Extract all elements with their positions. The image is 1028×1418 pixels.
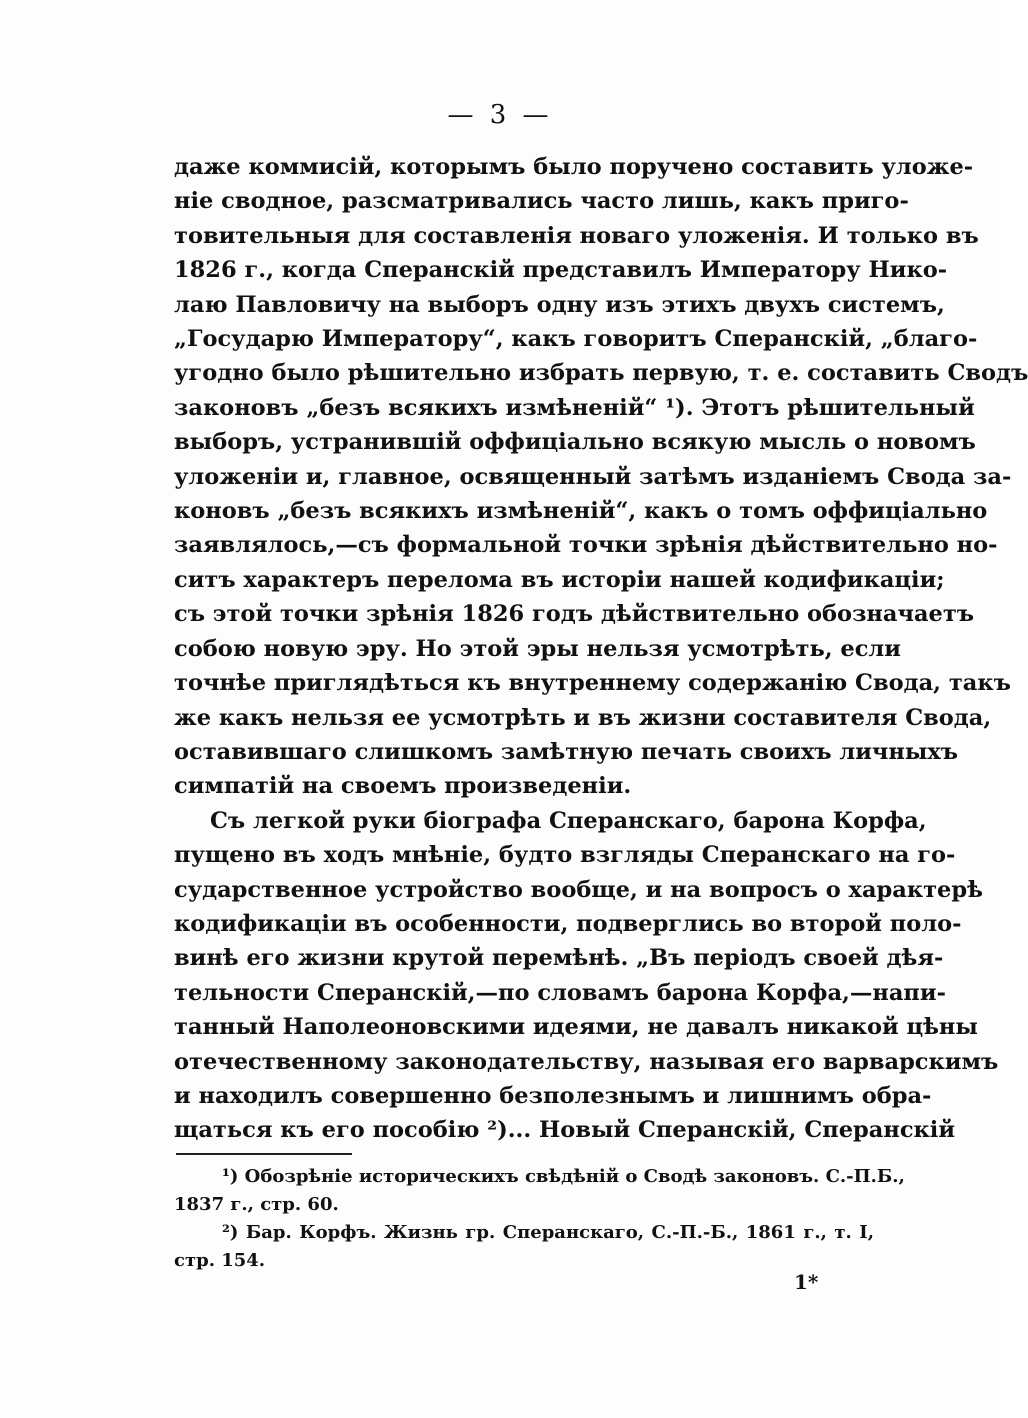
text-line: ніе сводное, разсматривались часто лишь, какъ приго- xyxy=(174,188,909,215)
text-line: сударственное устройство вообще, и на вопросъ о характерѣ xyxy=(174,876,983,903)
text-line: точнѣе приглядѣться къ внутреннему содержанію Свода, такъ xyxy=(174,670,1011,697)
text-line: уложеніи и, главное, освященный затѣмъ изданіемъ Свода за- xyxy=(174,463,1012,490)
page-number: — 3 — xyxy=(447,100,553,130)
text-line: тельности Сперанскій,—по словамъ барона Корфа,—напи- xyxy=(174,979,946,1006)
text-line: съ этой точки зрѣнія 1826 годъ дѣйствительно обозначаетъ xyxy=(174,601,975,628)
text-line: даже коммисій, которымъ было поручено составить уложе- xyxy=(174,154,974,180)
footnote-line: стр. 154. xyxy=(174,1250,266,1271)
text-line: пущено въ ходъ мнѣніе, будто взгляды Сперанскаго на го- xyxy=(174,842,956,869)
footnotes xyxy=(174,1163,905,1275)
text-line: ситъ характеръ перелома въ исторіи нашей кодификаціи; xyxy=(174,566,945,593)
text-line: щаться къ его пособію ²)... Новый Сперанскій, Сперанскій xyxy=(174,1117,956,1144)
footnote-line: ¹) Обозрѣніе историческихъ свѣдѣній о Сводѣ законовъ. С.-П.Б., xyxy=(222,1166,905,1187)
text-line: лаю Павловичу на выборъ одну изъ этихъ двухъ системъ, xyxy=(174,291,945,318)
text-line: же какъ нельзя ее усмотрѣть и въ жизни составителя Свода, xyxy=(174,704,992,731)
text-line: отечественному законодательству, называя его варварскимъ xyxy=(174,1048,999,1075)
text-line: симпатій на своемъ произведеніи. xyxy=(174,773,632,800)
text-line: законовъ „безъ всякихъ измѣненій“ ¹). Этотъ рѣшительный xyxy=(174,394,975,421)
text-line: кодификаціи въ особенности, подверглись во второй поло- xyxy=(174,910,962,937)
text-line: собою новую эру. Но этой эры нельзя усмотрѣть, если xyxy=(174,635,901,662)
text-line: танный Наполеоновскими идеями, не давалъ никакой цѣны xyxy=(174,1014,978,1041)
footnote-divider xyxy=(176,1153,352,1155)
text-line: выборъ, устранившій оффиціально всякую мысль о новомъ xyxy=(174,429,976,456)
text-line: винѣ его жизни крутой перемѣнѣ. „Въ періодъ своей дѣя- xyxy=(174,945,944,972)
text-line: коновъ „безъ всякихъ измѣненій“, какъ о томъ оффиціально xyxy=(174,498,988,525)
footnote-line: 1837 г., стр. 60. xyxy=(174,1194,339,1215)
text-line: угодно было рѣшительно избрать первую, т. е. составить Сводъ xyxy=(174,360,1028,387)
text-line: товительныя для составленія новаго уложенія. И только въ xyxy=(174,222,979,249)
text-line: „Государю Императору“, какъ говоритъ Сперанскій, „благо- xyxy=(174,326,978,353)
footnote-line: ²) Бар. Корфъ. Жизнь гр. Сперанскаго, С.-П.-Б., 1861 г., т. I, xyxy=(222,1222,874,1243)
text-line: заявлялось,—съ формальной точки зрѣнія дѣйствительно но- xyxy=(174,532,998,559)
text-line: и находилъ совершенно безполезнымъ и лишнимъ обра- xyxy=(174,1082,932,1109)
text-line: 1826 г., когда Сперанскій представилъ Императору Нико- xyxy=(174,257,948,284)
text-line: оставившаго слишкомъ замѣтную печать своихъ личныхъ xyxy=(174,738,959,765)
main-text xyxy=(174,150,1028,1148)
signature-mark: 1* xyxy=(794,1270,819,1294)
text-line: Съ легкой руки біографа Сперанскаго, барона Корфа, xyxy=(210,807,927,834)
